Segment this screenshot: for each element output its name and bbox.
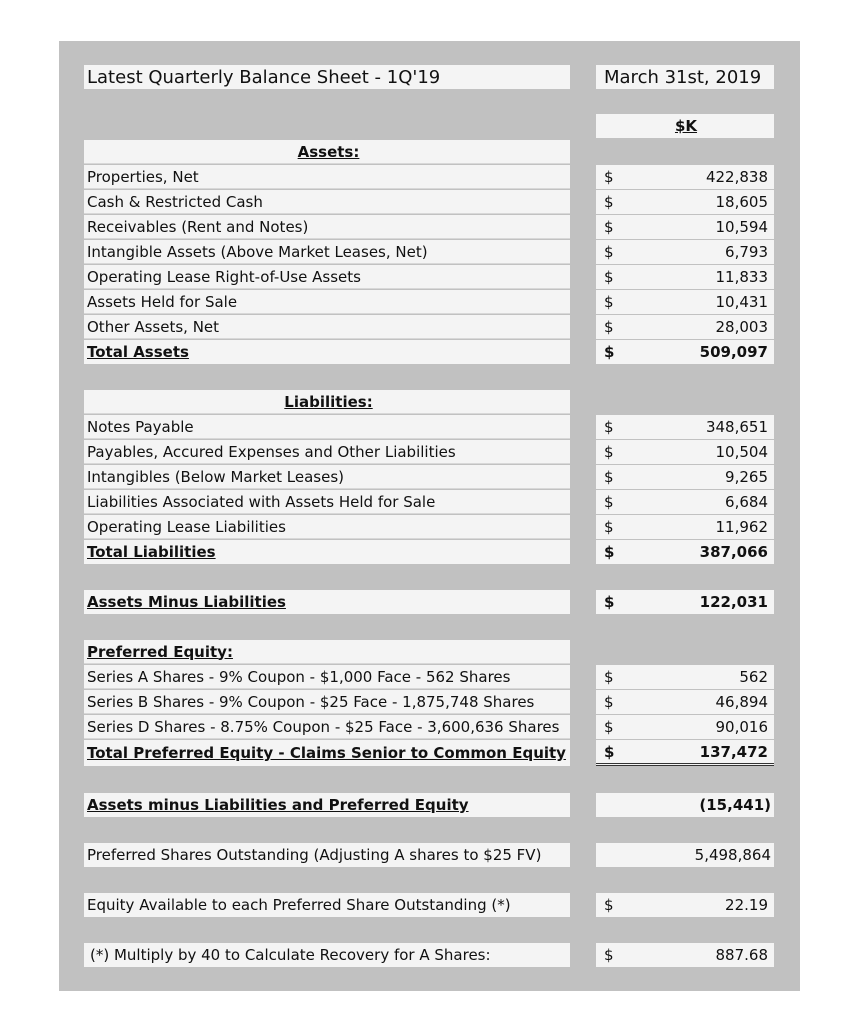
table-row-label bbox=[84, 290, 570, 314]
equity-per-share-label bbox=[84, 893, 570, 917]
table-row-value bbox=[596, 165, 774, 189]
table-row-label bbox=[84, 415, 570, 439]
liabilities-heading bbox=[84, 390, 570, 414]
equity-per-share-value bbox=[596, 893, 774, 917]
row-label: Assets Held for Sale bbox=[87, 292, 238, 311]
liabilities-heading-text: Liabilities: bbox=[284, 392, 373, 411]
table-row-value bbox=[596, 415, 774, 439]
currency-symbol: $ bbox=[604, 742, 615, 761]
table-row-label bbox=[84, 215, 570, 239]
table-row-value bbox=[596, 515, 774, 539]
currency-symbol: $ bbox=[604, 593, 615, 611]
currency-symbol: $ bbox=[604, 293, 614, 311]
assets-minus-liabilities-label bbox=[84, 590, 570, 614]
row-label: Payables, Accured Expenses and Other Liabilities bbox=[87, 442, 456, 461]
currency-symbol: $ bbox=[604, 543, 615, 561]
assets-minus-liabilities-value bbox=[596, 590, 774, 614]
preferred-shares-outstanding-label bbox=[84, 843, 570, 867]
row-value: 46,894 bbox=[715, 693, 768, 711]
row-label: Preferred Shares Outstanding (Adjusting A shares to $25 FV) bbox=[87, 846, 542, 864]
row-label: Series A Shares - 9% Coupon - $1,000 Face - 562 Shares bbox=[87, 667, 511, 686]
row-value: 10,504 bbox=[715, 443, 768, 461]
date-header-text: March 31st, 2019 bbox=[604, 66, 762, 88]
currency-symbol: $ bbox=[604, 268, 614, 286]
row-label: Assets Minus Liabilities bbox=[87, 593, 286, 611]
preferred-heading bbox=[84, 640, 570, 664]
row-label: Properties, Net bbox=[87, 167, 199, 186]
table-row-value bbox=[596, 190, 774, 214]
table-row-value bbox=[596, 465, 774, 489]
row-label: Cash & Restricted Cash bbox=[87, 192, 263, 211]
currency-symbol: $ bbox=[604, 218, 614, 236]
row-label: Intangibles (Below Market Leases) bbox=[87, 467, 345, 486]
table-row-label bbox=[84, 690, 570, 714]
row-value: 122,031 bbox=[699, 593, 768, 611]
table-row-value bbox=[596, 265, 774, 289]
row-value: 11,962 bbox=[715, 518, 768, 536]
row-label: Series D Shares - 8.75% Coupon - $25 Face - 3,600,636 Shares bbox=[87, 717, 560, 736]
table-row-label bbox=[84, 715, 570, 739]
preferred-shares-outstanding-value bbox=[596, 843, 774, 867]
recovery-note-label bbox=[84, 943, 570, 967]
sheet-title bbox=[84, 65, 570, 89]
unit-header bbox=[596, 114, 774, 138]
currency-symbol: $ bbox=[604, 518, 614, 536]
table-row-value bbox=[596, 290, 774, 314]
row-value: 5,498,864 bbox=[694, 846, 771, 864]
row-value: 11,833 bbox=[715, 268, 768, 286]
row-value: 28,003 bbox=[715, 318, 768, 336]
currency-symbol: $ bbox=[604, 318, 614, 336]
row-label: (*) Multiply by 40 to Calculate Recovery for A Shares: bbox=[90, 946, 491, 964]
row-value: 562 bbox=[739, 668, 768, 686]
currency-symbol: $ bbox=[604, 418, 614, 436]
row-value: 18,605 bbox=[715, 193, 768, 211]
row-value: 90,016 bbox=[715, 718, 768, 736]
currency-symbol: $ bbox=[604, 946, 614, 964]
table-row-value bbox=[596, 440, 774, 464]
sheet-title-text: Latest Quarterly Balance Sheet - 1Q'19 bbox=[87, 66, 441, 88]
row-label: Series B Shares - 9% Coupon - $25 Face - 1,875,748 Shares bbox=[87, 692, 535, 711]
currency-symbol: $ bbox=[604, 443, 614, 461]
row-label: Total Assets bbox=[87, 343, 189, 361]
row-value: 387,066 bbox=[699, 543, 768, 561]
currency-symbol: $ bbox=[604, 468, 614, 486]
row-value: 422,838 bbox=[705, 168, 768, 186]
row-value: 137,472 bbox=[699, 742, 768, 761]
row-label: Assets minus Liabilities and Preferred Equity bbox=[87, 796, 469, 814]
net-after-preferred-value bbox=[596, 793, 774, 817]
row-value: 509,097 bbox=[699, 343, 768, 361]
currency-symbol: $ bbox=[604, 668, 614, 686]
row-value: (15,441) bbox=[699, 796, 771, 814]
row-label: Equity Available to each Preferred Share Outstanding (*) bbox=[87, 896, 511, 914]
net-after-preferred-label bbox=[84, 793, 570, 817]
table-row-label bbox=[84, 665, 570, 689]
table-row-value bbox=[596, 240, 774, 264]
assets-heading bbox=[84, 140, 570, 164]
table-row-label bbox=[84, 190, 570, 214]
assets-heading-text: Assets: bbox=[297, 142, 360, 161]
table-row-label bbox=[84, 165, 570, 189]
currency-symbol: $ bbox=[604, 693, 614, 711]
row-label: Liabilities Associated with Assets Held for Sale bbox=[87, 492, 436, 511]
row-label: Other Assets, Net bbox=[87, 317, 220, 336]
row-label: Total Preferred Equity - Claims Senior to Common Equity bbox=[87, 744, 566, 762]
row-label: Intangible Assets (Above Market Leases, Net) bbox=[87, 242, 428, 261]
currency-symbol: $ bbox=[604, 896, 614, 914]
currency-symbol: $ bbox=[604, 718, 614, 736]
table-row-value bbox=[596, 665, 774, 689]
row-value: 10,431 bbox=[715, 293, 768, 311]
table-row-value bbox=[596, 715, 774, 739]
table-row-value bbox=[596, 315, 774, 339]
row-value: 887.68 bbox=[715, 946, 768, 964]
row-value: 6,793 bbox=[725, 243, 768, 261]
row-value: 10,594 bbox=[715, 218, 768, 236]
date-header bbox=[596, 65, 774, 89]
total-preferred-value bbox=[596, 740, 774, 766]
total-liabilities-label bbox=[84, 540, 570, 564]
currency-symbol: $ bbox=[604, 168, 614, 186]
recovery-note-value bbox=[596, 943, 774, 967]
table-row-label bbox=[84, 515, 570, 539]
table-row-value bbox=[596, 490, 774, 514]
table-row-value bbox=[596, 690, 774, 714]
total-preferred-label bbox=[84, 740, 570, 766]
row-label: Operating Lease Right-of-Use Assets bbox=[87, 267, 361, 286]
table-row-label bbox=[84, 265, 570, 289]
currency-symbol: $ bbox=[604, 493, 614, 511]
row-value: 348,651 bbox=[705, 418, 768, 436]
table-row-label bbox=[84, 490, 570, 514]
row-label: Operating Lease Liabilities bbox=[87, 517, 286, 536]
table-row-label bbox=[84, 440, 570, 464]
row-label: Receivables (Rent and Notes) bbox=[87, 217, 309, 236]
row-label: Total Liabilities bbox=[87, 543, 216, 561]
total-assets-value bbox=[596, 340, 774, 364]
total-assets-label bbox=[84, 340, 570, 364]
table-row-value bbox=[596, 215, 774, 239]
table-row-label bbox=[84, 465, 570, 489]
currency-symbol: $ bbox=[604, 343, 615, 361]
preferred-heading-text: Preferred Equity: bbox=[87, 642, 233, 661]
currency-symbol: $ bbox=[604, 193, 614, 211]
row-label: Notes Payable bbox=[87, 417, 194, 436]
row-value: 9,265 bbox=[725, 468, 768, 486]
total-liabilities-value bbox=[596, 540, 774, 564]
unit-header-text: $K bbox=[674, 117, 698, 135]
currency-symbol: $ bbox=[604, 243, 614, 261]
row-value: 22.19 bbox=[725, 896, 768, 914]
table-row-label bbox=[84, 315, 570, 339]
row-value: 6,684 bbox=[725, 493, 768, 511]
table-row-label bbox=[84, 240, 570, 264]
